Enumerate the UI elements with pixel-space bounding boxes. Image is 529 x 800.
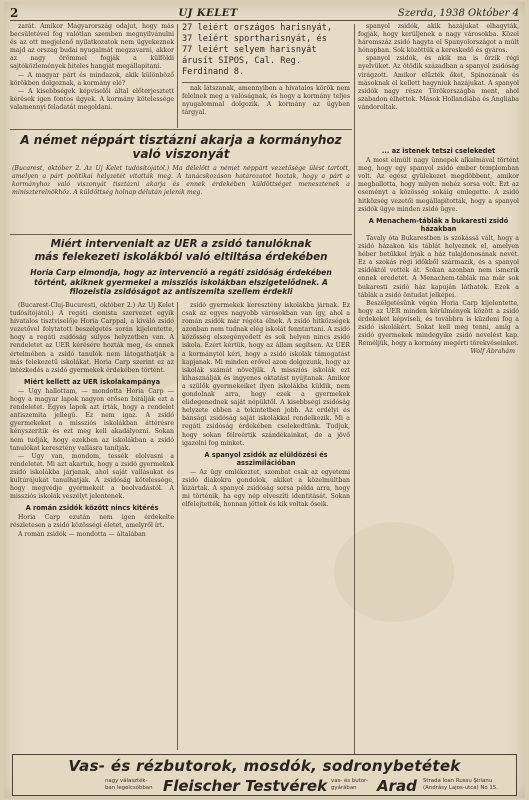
ad-small-line: (Andrásy Lajos-utca) No 15. (423, 784, 498, 791)
ad-small-line: gyárában (331, 784, 357, 791)
paragraph: Tavaly óta Bukarestben is szokássá vált, hogy a zsidó házakon kis táblát helyeznek el, amelyen héber betűkkel írják a ház tulajdonosának nevét. Ez a szokás régi időkből származik, és a spanyol zsidóktól vették át. Sokan azonban nem ismerik ennek eredetét. A Menachem-táblák ma már sok bukaresti zsidó ház kapuján láthatók. Ezek a táblák a zsidó öntudat jelképei. (358, 234, 519, 299)
column-3-top (358, 23, 519, 141)
paragraph: zsidó gyermekek keresztény iskolákba járnak. Ez csak az egyes nagyobb városokban van így, ahol a román zsidók már régóta élnek. A zsidó hitközségek azonban nem tudnak elég iskolát fenntartani. A zsidó közösség elszegényedett és sok helyen nincs zsidó iskola. Ezért kértük, hogy az állam segítsen. Az UER a kormánytól kéri, hogy a zsidó iskolák támogatást kapjanak. Mi minden erővel azon dolgozunk, hogy az iskolák számát növeljük. A missziós iskolák ezt kihasználják és ingyenes oktatást nyújtanak. Amikor a szülők gyermekeiket ilyen iskolákba küldik, nem gondolnak arra, hogy ezek a gyermekek elidegenednek saját népüktől. A kisebbségi zsidóság helyzete ebben a tekintetben jobb. Az erdélyi és bánsági zsidóság saját iskolákkal rendelkezik. Mi a regáti zsidóság érdekében cselekedtünk. Tudjuk, hogy sokan félreértik szándékainkat, de a jövő igazolni fog minket. (182, 302, 350, 447)
issue-date: Szerda, 1938 Október 4 (397, 7, 519, 19)
ad-brand: Fleischer Testvérek (163, 777, 328, 795)
column-1-top (10, 23, 174, 125)
deck-line: történt, akiknek gyermekei a missziós iskolákban elszigetelődnek. A (34, 277, 328, 287)
column-rule (354, 24, 355, 789)
column-2-top (182, 85, 350, 125)
headline-line: A német néppárt tisztázni akarja a kormányhoz (20, 133, 342, 147)
headline-line: más felekezeti iskolákból való eltiltása érdekében (34, 251, 328, 263)
author-signature: Wolf Abrahám (470, 348, 515, 356)
paragraph: Horia Carp ezután nem igen érdekelte részletesen a zsidó közösségi életet, amelyről írt. (10, 514, 174, 530)
headline-nemet-neppart (10, 133, 352, 161)
deck-line: Horia Carp elmondja, hogy az intervenció a regáti zsidóság érdekében (30, 268, 332, 277)
paper-name: UJ KELET (178, 7, 238, 19)
subheading: ... az istenek tetszi cselekedet (381, 147, 496, 155)
ad-city: Arad (377, 777, 417, 795)
ad-small-text (105, 778, 153, 791)
paragraph: nak látszanak, amennyiben a hivatalos körök nem felelnek meg a valóságnak, és hogy a kormány teljes nyugalommal dolgozik. A kormány az ügyben tárgyal. (182, 85, 350, 117)
headline-line: való viszonyát (132, 147, 230, 161)
paragraph: A román zsidók — mondotta — általában (18, 530, 146, 538)
column-2-body (182, 302, 350, 750)
sipos-advertisement (182, 23, 352, 81)
headline-deck (10, 268, 352, 297)
subheading: A román zsidók között nincs kitérés (25, 504, 159, 513)
page-number: 2 (10, 6, 19, 20)
page-header (10, 6, 519, 21)
newspaper-page (4, 2, 525, 798)
headline-line: Miért intervenialt az UER a zsidó tanulóknak (50, 238, 312, 250)
paragraph: — A kisebbségek képviselői által előterjesztett kérések igen fontos ügyek. A kormány kötelessége valamennyi feladatát megoldani. (10, 87, 174, 111)
ad-line: árusít SIPOS, Cal. Reg. Ferdinand 8. (182, 56, 301, 77)
paragraph: — Ugy van, mondom, tessék elolvasni a rendeletet. Mi azt akartuk, hogy a zsidó gyermekek zsidó iskolákba járjanak, ahol saját vallásukat és kultúrájukat tanulhatják. A zsidóság kötelessége, hogy megvédje gyermekeit a beolvadástól. A missziós iskolák veszélyt jelentenek. (10, 452, 174, 501)
paragraph: A most elmúlt nagy ünnepek alkalmával történt meg, hogy egy spanyol zsidó ember templomban volt. Az egész gyülekezet megdöbbent, amikor meghallotta, hogy milyen nehéz sorsa volt. Ezt az eseményt a közösség sokáig emlegette. A zsidó hitközség vezetői megállapították, hogy a spanyol zsidók ügye minden zsidó ügye. (358, 157, 519, 213)
ad-line: 77 leiért selyem harisnyát (182, 45, 317, 55)
column-rule (177, 302, 178, 750)
paragraph: spanyol zsidók, akik hazájukat elhagyták, fogják, hogy kerüljenek a nagy városokba. Közel háromszáz zsidó hagyta el Spanyolországot a múlt hónapban. Sok közöttük a kereskedő és gyáros. (358, 23, 519, 55)
subheading: Miért kellett az UER iskolakampánya (23, 377, 161, 386)
paragraph: — Az ügy emlékeztet, szombat csak az egyetemi zsidó diákokra gondolok, akiket a közelmúltban kizártak. A spanyol zsidóság sorsa példa arra, hogy mi történik, ha egy nép elveszíti identitását. Sokan elfelejtették, honnan jöttek és kik voltak őseik. (182, 468, 350, 509)
ad-headline: Vas- és rézbutorok, mosdók, sodronybetétek (68, 757, 461, 775)
subheading: A Menachem-táblák a bukaresti zsidó házakban (368, 216, 509, 233)
paragraph: spanyol zsidók, és akik ma is őrzik régi nyelvüket. Az ötödik században a spanyol zsidóság virágzott. Amikor elűzték őket, Spinozának és másoknak el kellett hagyniuk hazájukat. A spanyol zsidók nagy része Törökországba ment, ahol szabadon élhettek. Mások Hollandiába és Angliába vándoroltak. (358, 55, 519, 111)
section-rule (10, 234, 352, 235)
ad-line: 27 leiért országos harisnyát, (182, 23, 333, 33)
paragraph: Beszélgetésünk végén Horia Carp kijelentette, hogy az UER minden körülmények között a zsidó érdekeket képviseli, és továbbra is küzdeni fog a zsidó iskolákért. Sokat kell még tenni, amíg a zsidó gyermekek mindegyike zsidó nevelést kap. Reméljük, hogy a kormány megérti törekvéseinket. (358, 299, 519, 348)
section-rule (182, 82, 350, 83)
paragraph: zarát. Amikor Magyarország odajut, hogy más becsületével fog valótlan szemben megnyilvánulni és az ott megjelenő nyilatkozatok nem ügyekeznek majd az orszag budai nyugalmát megzavarni, akkor az nagy örömmel fogják a külföldi sajtóközlemények hiteles hangját megállapitani. (10, 23, 174, 71)
section-rule (10, 129, 352, 130)
article-lead: (Bucarest, október 2. Az Uj Kelet tudósítójától.) Ma délelőtt a német néppárt vezetősége ülést tartott, amelyen a párt politikai helyzetét vitatták meg. A tanácskozáson határozatot hoztak, hogy a párt a kormányhoz való viszonyát tisztázni akarja és ennek érdekében küldöttséget menesztenek a miniszterelnökhöz. A küldöttség holnap délután jelenik meg. (12, 165, 350, 196)
ad-line: 37 leiért sportharisnyát, és (182, 34, 327, 44)
ad-small-line: nagy választék- (105, 778, 148, 784)
subheading: A spanyol zsidók az elüldözési és asszimilációban (204, 450, 328, 467)
ad-address (423, 778, 498, 791)
fleischer-advertisement (12, 754, 517, 796)
column-rule (177, 24, 178, 128)
ad-small-text (331, 778, 368, 791)
paragraph: (Bucarest-Cluj-Bucuresti, október 2.) Az Uj Kelet tudósítójától.) A regáti cionista szervezet egyik hivatalos tisztviselője Horia Carppal, a kiváló zsidó vezetővel folytatott beszélgetés során kijelentette, hogy a regáti zsidóság súlyos helyzetben van. A rendeletet az UER kérésére hozták meg, és ennek értelmében a zsidó tanulók nem látogathatják a más felekezetű iskolákat. Horia Carp szerint ez az intézkedés a zsidó gyermekek érdekében történt. (10, 302, 174, 374)
column-3-body (358, 144, 519, 750)
ad-small-line: ban legolcsóbban (105, 784, 153, 791)
ad-small-line: vas- és butor- (331, 778, 368, 784)
headline-uer (10, 238, 352, 264)
column-1-body (10, 302, 174, 750)
deck-line: filozeistia zsidóságot az antiszemita szellem érdekli (69, 287, 293, 297)
paragraph: — Ugy hallottam, — mondotta Horia Carp — hogy a magyar lapok nagyon erősen bírálják ezt a rendeletet. Egyes lapok azt írták, hogy a rendelet antiszemita jellegű. Ez nem igaz. A zsidó gyermekeket a missziós iskolákban áttérésre kényszerítik és ezt meg kell akadályozni. Sokan nem tudják, hogy ezekben az iskolákban a zsidó tanulókat keresztény vallásra tanítják. (10, 387, 174, 452)
ad-small-line: Strada Ioan Russu Şirianu (423, 778, 493, 784)
paragraph: — A magyar párt és mindazok, akik különböző körökben dolgoznak, a kormány elé? (10, 71, 174, 87)
